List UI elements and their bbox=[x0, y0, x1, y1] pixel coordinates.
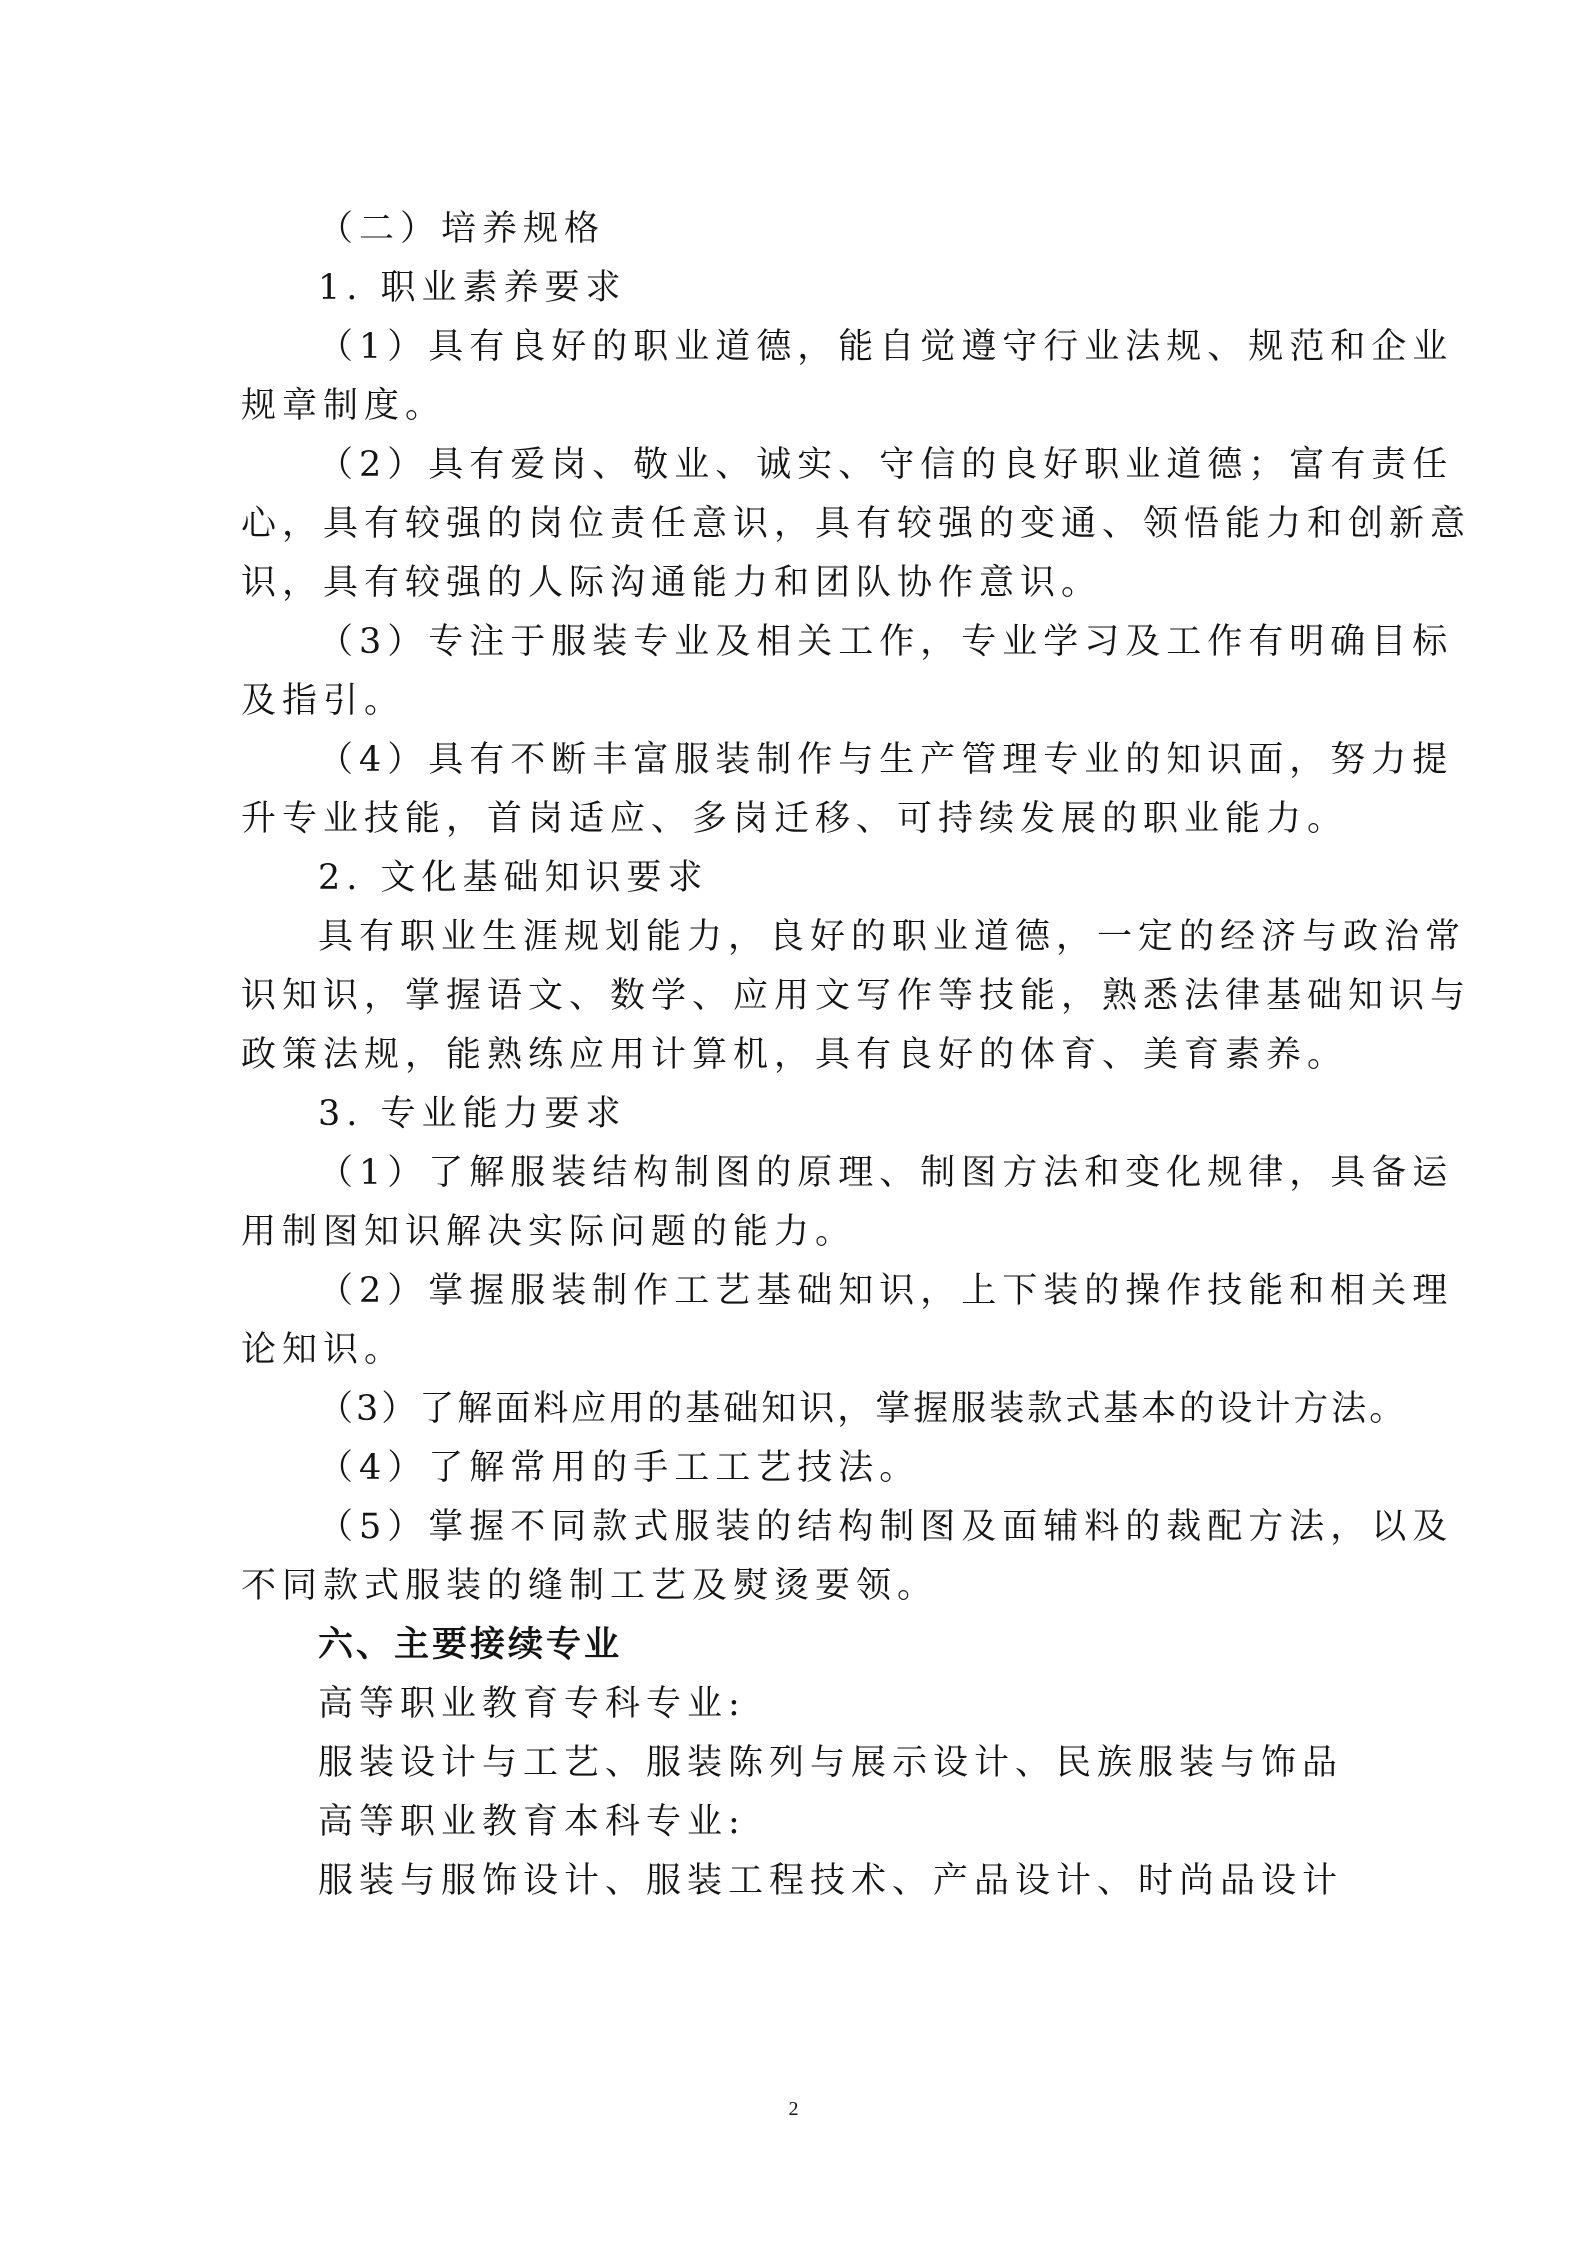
paragraph-line: 具有职业生涯规划能力，良好的职业道德，一定的经济与政治常 bbox=[318, 917, 1467, 957]
subsection-title-professional-qualities: 1. 职业素养要求 bbox=[318, 268, 627, 308]
paragraph-line: 论知识。 bbox=[241, 1330, 406, 1370]
paragraph-line: （4）具有不断丰富服装制作与生产管理专业的知识面，努力提 bbox=[318, 740, 1454, 780]
vocational-label: 高等职业教育专科专业: bbox=[318, 1684, 746, 1724]
paragraph-line: 心，具有较强的岗位责任意识，具有较强的变通、领悟能力和创新意 bbox=[241, 504, 1472, 544]
paragraph-line: 规章制度。 bbox=[241, 386, 447, 426]
paragraph-line: （3）了解面料应用的基础知识，掌握服装款式基本的设计方法。 bbox=[318, 1389, 1408, 1429]
section-heading: （二）培养规格 bbox=[318, 209, 606, 249]
subsection-title-cultural-knowledge: 2. 文化基础知识要求 bbox=[318, 858, 709, 898]
paragraph-line: （1）了解服装结构制图的原理、制图方法和变化规律，具备运 bbox=[318, 1153, 1454, 1193]
undergrad-label: 高等职业教育本科专业: bbox=[318, 1802, 746, 1842]
vocational-majors: 服装设计与工艺、服装陈列与展示设计、民族服装与饰品 bbox=[318, 1743, 1344, 1783]
paragraph-line: 识，具有较强的人际沟通能力和团队协作意识。 bbox=[241, 563, 1103, 603]
paragraph-line: （3）专注于服装专业及相关工作，专业学习及工作有明确目标 bbox=[318, 622, 1454, 662]
paragraph-line: （1）具有良好的职业道德，能自觉遵守行业法规、规范和企业 bbox=[318, 327, 1454, 367]
paragraph-line: （2）掌握服装制作工艺基础知识，上下装的操作技能和相关理 bbox=[318, 1271, 1454, 1311]
undergrad-majors: 服装与服饰设计、服装工程技术、产品设计、时尚品设计 bbox=[318, 1861, 1344, 1901]
subsection-title-professional-abilities: 3. 专业能力要求 bbox=[318, 1094, 627, 1134]
paragraph-line: 不同款式服装的缝制工艺及熨烫要领。 bbox=[241, 1566, 939, 1606]
paragraph-line: 及指引。 bbox=[241, 681, 406, 721]
paragraph-line: （5）掌握不同款式服装的结构制图及面辅料的裁配方法，以及 bbox=[318, 1507, 1454, 1547]
paragraph-line: （2）具有爱岗、敬业、诚实、守信的良好职业道德；富有责任 bbox=[318, 445, 1454, 485]
paragraph-line: 升专业技能，首岗适应、多岗迁移、可持续发展的职业能力。 bbox=[241, 799, 1349, 839]
paragraph-line: 政策法规，能熟练应用计算机，具有良好的体育、美育素养。 bbox=[241, 1035, 1349, 1075]
paragraph-line: 识知识，掌握语文、数学、应用文写作等技能，熟悉法律基础知识与 bbox=[241, 976, 1472, 1016]
page-number: 2 bbox=[788, 2098, 799, 2120]
paragraph-line: 用制图知识解决实际问题的能力。 bbox=[241, 1212, 857, 1252]
section-heading-continuing-majors: 六、主要接续专业 bbox=[318, 1625, 623, 1665]
paragraph-line: （4）了解常用的手工工艺技法。 bbox=[318, 1448, 921, 1488]
